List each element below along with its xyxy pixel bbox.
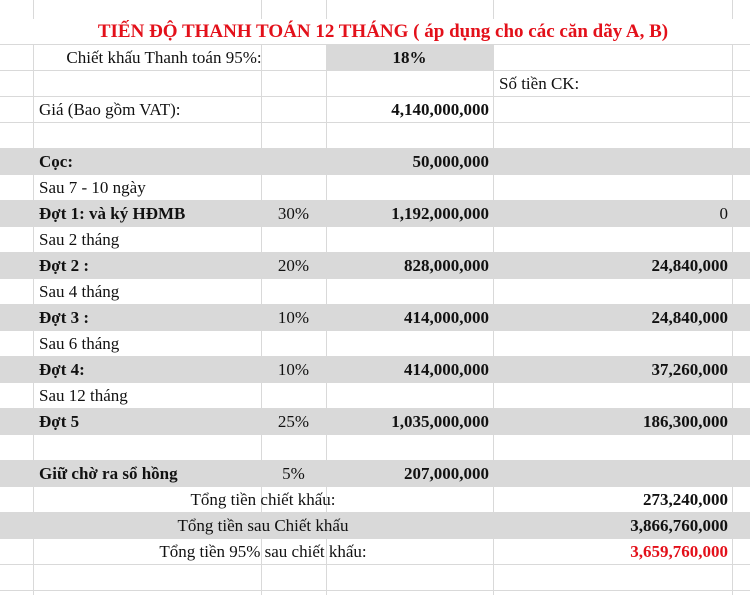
deposit-value[interactable]: 50,000,000 bbox=[412, 152, 489, 171]
installment-label[interactable]: Đợt 3 : bbox=[39, 308, 90, 327]
installment-label[interactable]: Đợt 4: bbox=[39, 360, 85, 379]
installment-ck[interactable]: 186,300,000 bbox=[643, 412, 728, 431]
discount-total-value[interactable]: 273,240,000 bbox=[643, 490, 728, 509]
schedule-note[interactable]: Sau 2 tháng bbox=[39, 230, 120, 249]
installment-amount[interactable]: 1,035,000,000 bbox=[391, 412, 489, 431]
discount-total-row bbox=[0, 487, 750, 513]
hold-row bbox=[0, 461, 750, 487]
installment-row bbox=[0, 357, 750, 383]
price-row bbox=[0, 97, 750, 123]
installment-percent[interactable]: 10% bbox=[277, 308, 310, 327]
discount-row bbox=[0, 45, 750, 71]
deposit-row bbox=[0, 149, 750, 175]
installment-amount[interactable]: 1,192,000,000 bbox=[391, 204, 489, 223]
deposit-label[interactable]: Cọc: bbox=[39, 152, 73, 171]
installment-row bbox=[0, 253, 750, 279]
empty-row bbox=[0, 435, 750, 461]
schedule-note-row bbox=[0, 227, 750, 253]
schedule-note[interactable]: Sau 12 tháng bbox=[39, 386, 128, 405]
after-discount-value[interactable]: 3,866,760,000 bbox=[630, 516, 728, 535]
schedule-note[interactable]: Sau 6 tháng bbox=[39, 334, 120, 353]
installment-percent[interactable]: 10% bbox=[277, 360, 310, 379]
schedule-note-row bbox=[0, 279, 750, 305]
installment-label[interactable]: Đợt 2 : bbox=[39, 256, 90, 275]
discount-label[interactable]: Chiết khấu Thanh toán 95%: bbox=[66, 48, 262, 67]
discount-total-label[interactable]: Tổng tiền chiết khấu: bbox=[190, 490, 336, 509]
schedule-note-row bbox=[0, 331, 750, 357]
installment-amount[interactable]: 414,000,000 bbox=[404, 308, 489, 327]
hold-percent[interactable]: 5% bbox=[282, 464, 305, 483]
installment-percent[interactable]: 30% bbox=[277, 204, 310, 223]
sheet-title[interactable]: TIẾN ĐỘ THANH TOÁN 12 THÁNG ( áp dụng cho các căn dãy A, B) bbox=[33, 19, 733, 44]
installment-amount[interactable]: 828,000,000 bbox=[404, 256, 489, 275]
installment-ck[interactable]: 24,840,000 bbox=[651, 308, 728, 327]
hold-label[interactable]: Giữ chờ ra sổ hồng bbox=[39, 464, 178, 483]
ck-header-row bbox=[0, 71, 750, 97]
pct95-total-row bbox=[0, 539, 750, 565]
pct95-total-value[interactable]: 3,659,760,000 bbox=[630, 542, 728, 561]
after-discount-row bbox=[0, 513, 750, 539]
discount-value[interactable]: 18% bbox=[326, 45, 493, 70]
installment-percent[interactable]: 20% bbox=[277, 256, 310, 275]
hold-amount[interactable]: 207,000,000 bbox=[404, 464, 489, 483]
pct95-total-label[interactable]: Tổng tiền 95% sau chiết khấu: bbox=[159, 542, 367, 561]
ck-header[interactable]: Số tiền CK: bbox=[499, 74, 580, 93]
installment-label[interactable]: Đợt 1: và ký HĐMB bbox=[39, 204, 186, 223]
installment-amount[interactable]: 414,000,000 bbox=[404, 360, 489, 379]
empty-row bbox=[0, 123, 750, 149]
installment-percent[interactable]: 25% bbox=[277, 412, 310, 431]
price-value[interactable]: 4,140,000,000 bbox=[391, 100, 489, 119]
price-label[interactable]: Giá (Bao gồm VAT): bbox=[39, 100, 181, 119]
installment-ck[interactable]: 24,840,000 bbox=[651, 256, 728, 275]
installment-row bbox=[0, 201, 750, 227]
schedule-note-row bbox=[0, 383, 750, 409]
installment-ck[interactable]: 37,260,000 bbox=[651, 360, 728, 379]
installment-ck[interactable]: 0 bbox=[719, 204, 728, 223]
installment-row bbox=[0, 305, 750, 331]
title-row bbox=[0, 19, 750, 45]
schedule-note[interactable]: Sau 4 tháng bbox=[39, 282, 120, 301]
empty-row bbox=[0, 565, 750, 591]
schedule-note[interactable]: Sau 7 - 10 ngày bbox=[39, 178, 146, 197]
schedule-note-row bbox=[0, 175, 750, 201]
after-discount-label[interactable]: Tổng tiền sau Chiết khấu bbox=[177, 516, 349, 535]
installment-row bbox=[0, 409, 750, 435]
installment-label[interactable]: Đợt 5 bbox=[39, 412, 80, 431]
